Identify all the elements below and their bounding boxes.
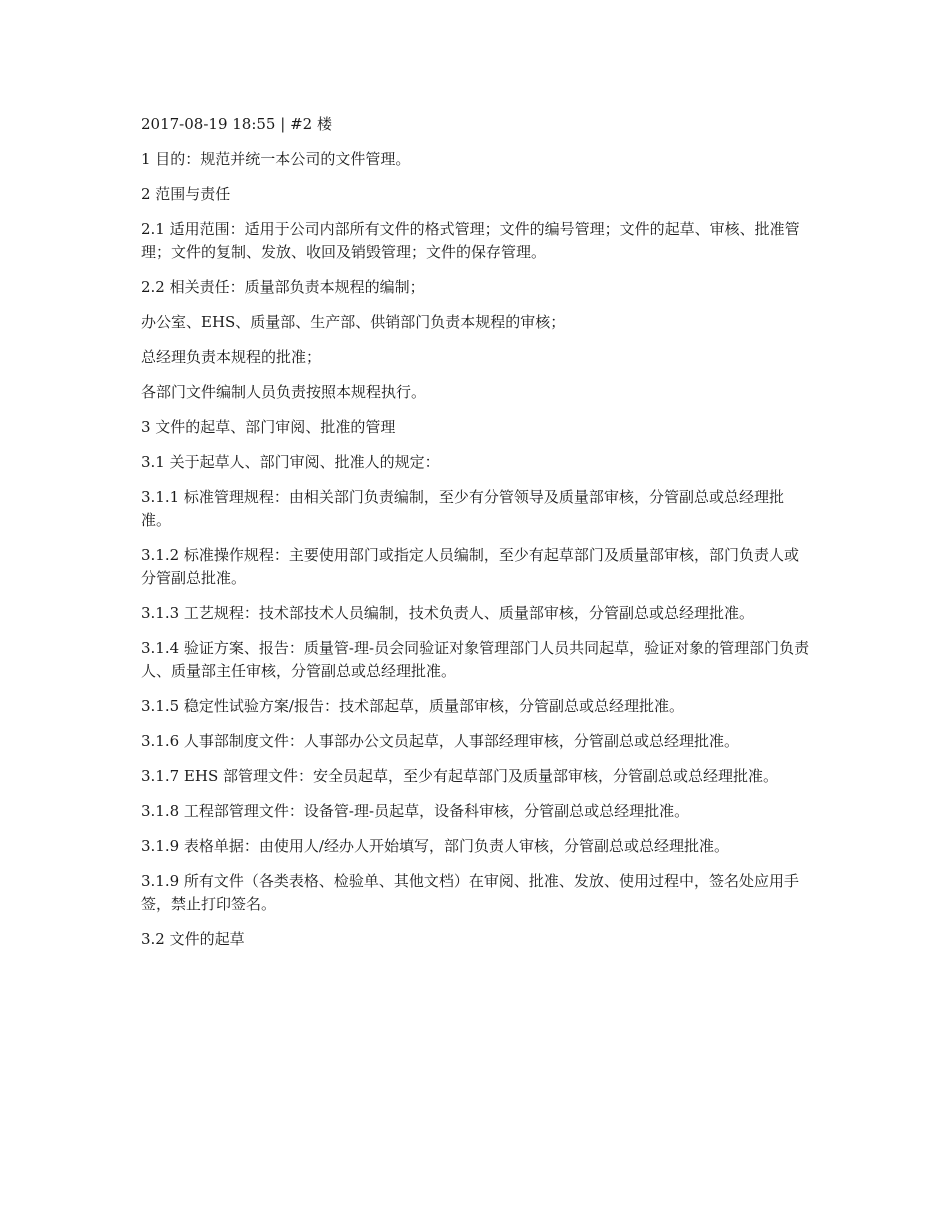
paragraph-purpose: 1 目的：规范并统一本公司的文件管理。 (141, 150, 411, 168)
heading-3-2-drafting: 3.2 文件的起草 (141, 930, 245, 948)
paragraph-3-1-1: 3.1.1 标准管理规程：由相关部门负责编制，至少有分管领导及质量部审核，分管副总或总经理批准。 (141, 488, 784, 529)
paragraph-review-departments: 办公室、EHS、质量部、生产部、供销部门负责本规程的审核； (141, 313, 566, 331)
paragraph-3-1-4: 3.1.4 验证方案、报告：质量管-理-员会同验证对象管理部门人员共同起草，验证对象的管理部门负责人、质量部主任审核，分管副总或总经理批准。 (141, 639, 810, 680)
paragraph-rules-heading: 3.1 关于起草人、部门审阅、批准人的规定： (141, 453, 440, 471)
heading-scope-responsibility: 2 范围与责任 (141, 185, 231, 203)
paragraph-3-1-9-forms: 3.1.9 表格单据：由使用人/经办人开始填写，部门负责人审核，分管副总或总经理批准。 (141, 837, 729, 855)
paragraph-3-1-3: 3.1.3 工艺规程：技术部技术人员编制，技术负责人、质量部审核，分管副总或总经理批准。 (141, 604, 754, 622)
paragraph-3-1-9-signatures: 3.1.9 所有文件（各类表格、检验单、其他文档）在审阅、批准、发放、使用过程中，签名处应用手签，禁止打印签名。 (141, 872, 799, 913)
paragraph-execution: 各部门文件编制人员负责按照本规程执行。 (141, 383, 427, 401)
heading-drafting-review-approval: 3 文件的起草、部门审阅、批准的管理 (141, 418, 396, 436)
paragraph-approval: 总经理负责本规程的批准； (141, 348, 322, 366)
post-meta: 2017-08-19 18:55 | #2 楼 (141, 115, 332, 133)
paragraph-3-1-8: 3.1.8 工程部管理文件：设备管-理-员起草，设备科审核，分管副总或总经理批准。 (141, 802, 690, 820)
document-page (141, 112, 813, 963)
paragraph-3-1-7: 3.1.7 EHS 部管理文件：安全员起草，至少有起草部门及质量部审核，分管副总或总经理批准。 (141, 767, 779, 785)
paragraph-3-1-2: 3.1.2 标准操作规程：主要使用部门或指定人员编制，至少有起草部门及质量部审核，部门负责人或分管副总批准。 (141, 546, 799, 587)
paragraph-scope: 2.1 适用范围：适用于公司内部所有文件的格式管理；文件的编号管理；文件的起草、审核、批准管理；文件的复制、发放、收回及销毁管理；文件的保存管理。 (141, 220, 800, 261)
paragraph-responsibility: 2.2 相关责任：质量部负责本规程的编制； (141, 278, 425, 296)
paragraph-3-1-5: 3.1.5 稳定性试验方案/报告：技术部起草，质量部审核，分管副总或总经理批准。 (141, 697, 684, 715)
paragraph-3-1-6: 3.1.6 人事部制度文件：人事部办公文员起草，人事部经理审核，分管副总或总经理批准。 (141, 732, 739, 750)
